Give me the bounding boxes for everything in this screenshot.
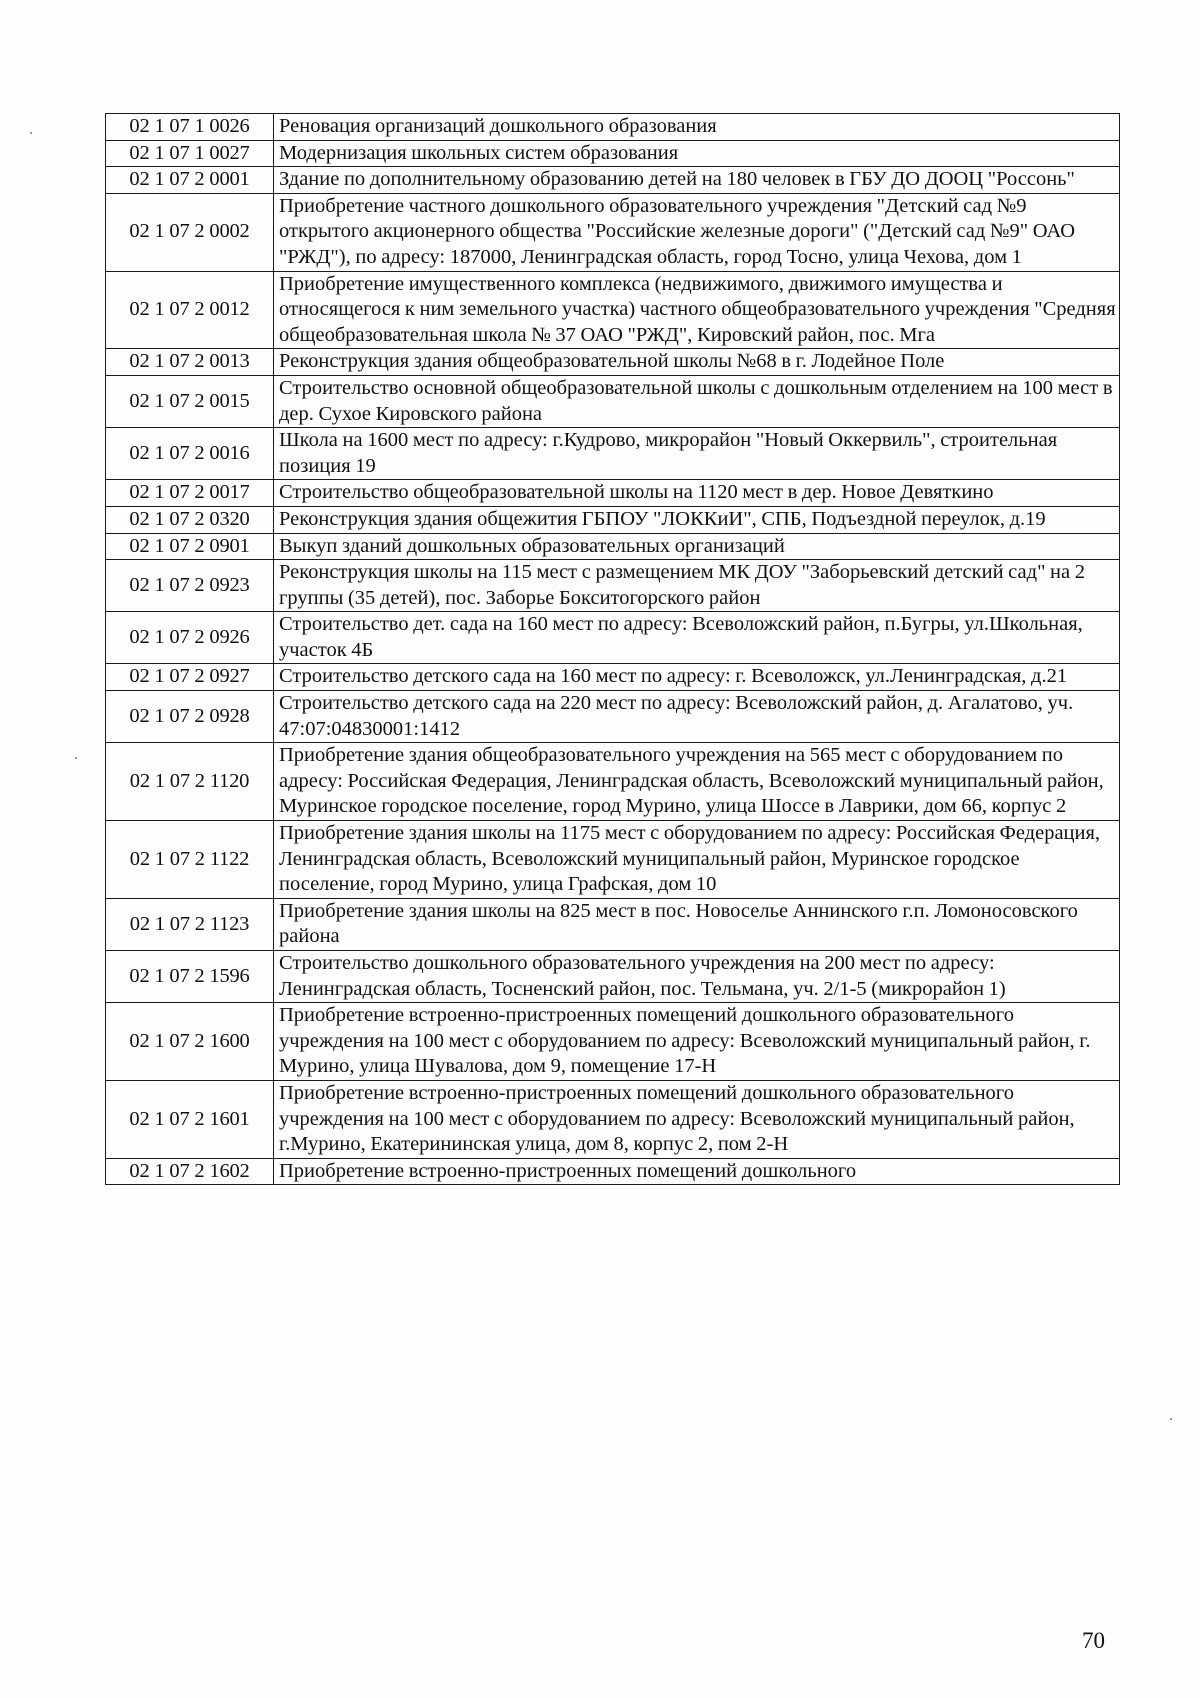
row-code: 02 1 07 2 0923 — [106, 560, 274, 612]
row-description: Реконструкция школы на 115 мест с размещением МК ДОУ "Заборьевский детский сад" на 2 группы (35 детей), пос. Заборье Бокситогорского район — [274, 560, 1120, 612]
table-row — [106, 664, 1120, 691]
row-description: Строительство дошкольного образовательного учреждения на 200 мест по адресу: Ленинградская область, Тосненский район, пос. Тельмана, уч. 2/1-5 (микрорайон 1) — [274, 951, 1120, 1003]
table-row — [106, 612, 1120, 664]
row-code: 02 1 07 2 0013 — [106, 349, 274, 376]
row-code: 02 1 07 1 0026 — [106, 114, 274, 141]
row-description: Приобретение имущественного комплекса (недвижимого, движимого имущества и относящегося к ним земельного участка) частного общеобразовательного учреждения "Средняя общеобразовательная школа № 37 ОАО "РЖД", Кировский район, пос. Мга — [274, 271, 1120, 349]
row-code: 02 1 07 2 0901 — [106, 533, 274, 560]
row-code: 02 1 07 2 0001 — [106, 167, 274, 194]
row-description: Строительство детского сада на 220 мест по адресу: Всеволожский район, д. Агалатово, уч. 47:07:04830001:1412 — [274, 691, 1120, 743]
row-description: Строительство общеобразовательной школы на 1120 мест в дер. Новое Девяткино — [274, 480, 1120, 507]
table-row — [106, 691, 1120, 743]
row-code: 02 1 07 2 0015 — [106, 375, 274, 427]
table-body — [106, 114, 1120, 1185]
table-row — [106, 533, 1120, 560]
row-code: 02 1 07 2 0928 — [106, 691, 274, 743]
table-row — [106, 375, 1120, 427]
row-code: 02 1 07 2 1601 — [106, 1080, 274, 1158]
row-description: Строительство дет. сада на 160 мест по адресу: Всеволожский район, п.Бугры, ул.Школьная, участок 4Б — [274, 612, 1120, 664]
row-description: Реконструкция здания общежития ГБПОУ "ЛОККиИ", СПБ, Подъездной переулок, д.19 — [274, 506, 1120, 533]
table-row — [106, 140, 1120, 167]
row-code: 02 1 07 2 0927 — [106, 664, 274, 691]
row-description: Реконструкция здания общеобразовательной школы №68 в г. Лодейное Поле — [274, 349, 1120, 376]
row-code: 02 1 07 1 0027 — [106, 140, 274, 167]
row-code: 02 1 07 2 1600 — [106, 1003, 274, 1081]
budget-code-table — [105, 113, 1120, 1185]
row-code: 02 1 07 2 1120 — [106, 743, 274, 821]
row-code: 02 1 07 2 1602 — [106, 1158, 274, 1185]
table-row — [106, 821, 1120, 899]
table-row — [106, 114, 1120, 141]
row-description: Приобретение здания общеобразовательного учреждения на 565 мест с оборудованием по адресу: Российская Федерация, Ленинградская область, Всеволожский муниципальный район, Муринское городское поселение, город Мурино, улица Шоссе в Лаврики, дом 66, корпус 2 — [274, 743, 1120, 821]
row-description: Строительство основной общеобразовательной школы с дошкольным отделением на 100 мест в дер. Сухое Кировского района — [274, 375, 1120, 427]
row-description: Приобретение частного дошкольного образовательного учреждения "Детский сад №9 открытого акционерного общества "Российские железные дороги" ("Детский сад №9" ОАО "РЖД"), по адресу: 187000, Ленинградская область, город Тосно, улица Чехова, дом 1 — [274, 193, 1120, 271]
row-description: Выкуп зданий дошкольных образовательных организаций — [274, 533, 1120, 560]
table-row — [106, 480, 1120, 507]
table-row — [106, 349, 1120, 376]
table-row — [106, 193, 1120, 271]
table-row — [106, 743, 1120, 821]
table-row — [106, 1003, 1120, 1081]
row-code: 02 1 07 2 0012 — [106, 271, 274, 349]
row-description: Приобретение встроенно-пристроенных помещений дошкольного — [274, 1158, 1120, 1185]
row-description: Модернизация школьных систем образования — [274, 140, 1120, 167]
table-row — [106, 1158, 1120, 1185]
row-code: 02 1 07 2 0320 — [106, 506, 274, 533]
row-code: 02 1 07 2 0926 — [106, 612, 274, 664]
row-code: 02 1 07 2 0002 — [106, 193, 274, 271]
table-row — [106, 428, 1120, 480]
row-code: 02 1 07 2 0016 — [106, 428, 274, 480]
row-code: 02 1 07 2 1596 — [106, 951, 274, 1003]
scan-speck — [30, 132, 32, 134]
row-description: Приобретение встроенно-пристроенных помещений дошкольного образовательного учреждения на 100 мест с оборудованием по адресу: Всеволожский муниципальный район, г. Мурино, улица Шувалова, дом 9, помещение 17-Н — [274, 1003, 1120, 1081]
row-code: 02 1 07 2 1123 — [106, 898, 274, 950]
row-code: 02 1 07 2 0017 — [106, 480, 274, 507]
row-description: Здание по дополнительному образованию детей на 180 человек в ГБУ ДО ДООЦ "Россонь" — [274, 167, 1120, 194]
table-row — [106, 167, 1120, 194]
table-row — [106, 951, 1120, 1003]
table-row — [106, 1080, 1120, 1158]
row-description: Приобретение встроенно-пристроенных помещений дошкольного образовательного учреждения на 100 мест с оборудованием по адресу: Всеволожский муниципальный район, г.Мурино, Екатерининская улица, дом 8, корпус 2, пом 2-Н — [274, 1080, 1120, 1158]
row-description: Приобретение здания школы на 1175 мест с оборудованием по адресу: Российская Федерация, Ленинградская область, Всеволожский муниципальный район, Муринское городское поселение, город Мурино, улица Графская, дом 10 — [274, 821, 1120, 899]
scan-speck — [75, 757, 77, 759]
page-number: 70 — [1082, 1628, 1105, 1653]
table-row — [106, 560, 1120, 612]
row-description: Строительство детского сада на 160 мест по адресу: г. Всеволожск, ул.Ленинградская, д.21 — [274, 664, 1120, 691]
row-description: Приобретение здания школы на 825 мест в пос. Новоселье Аннинского г.п. Ломоносовского района — [274, 898, 1120, 950]
row-description: Реновация организаций дошкольного образования — [274, 114, 1120, 141]
table-row — [106, 271, 1120, 349]
row-code: 02 1 07 2 1122 — [106, 821, 274, 899]
table-row — [106, 506, 1120, 533]
row-description: Школа на 1600 мест по адресу: г.Кудрово, микрорайон "Новый Оккервиль", строительная позиция 19 — [274, 428, 1120, 480]
scan-speck — [1170, 1418, 1172, 1420]
table-row — [106, 898, 1120, 950]
